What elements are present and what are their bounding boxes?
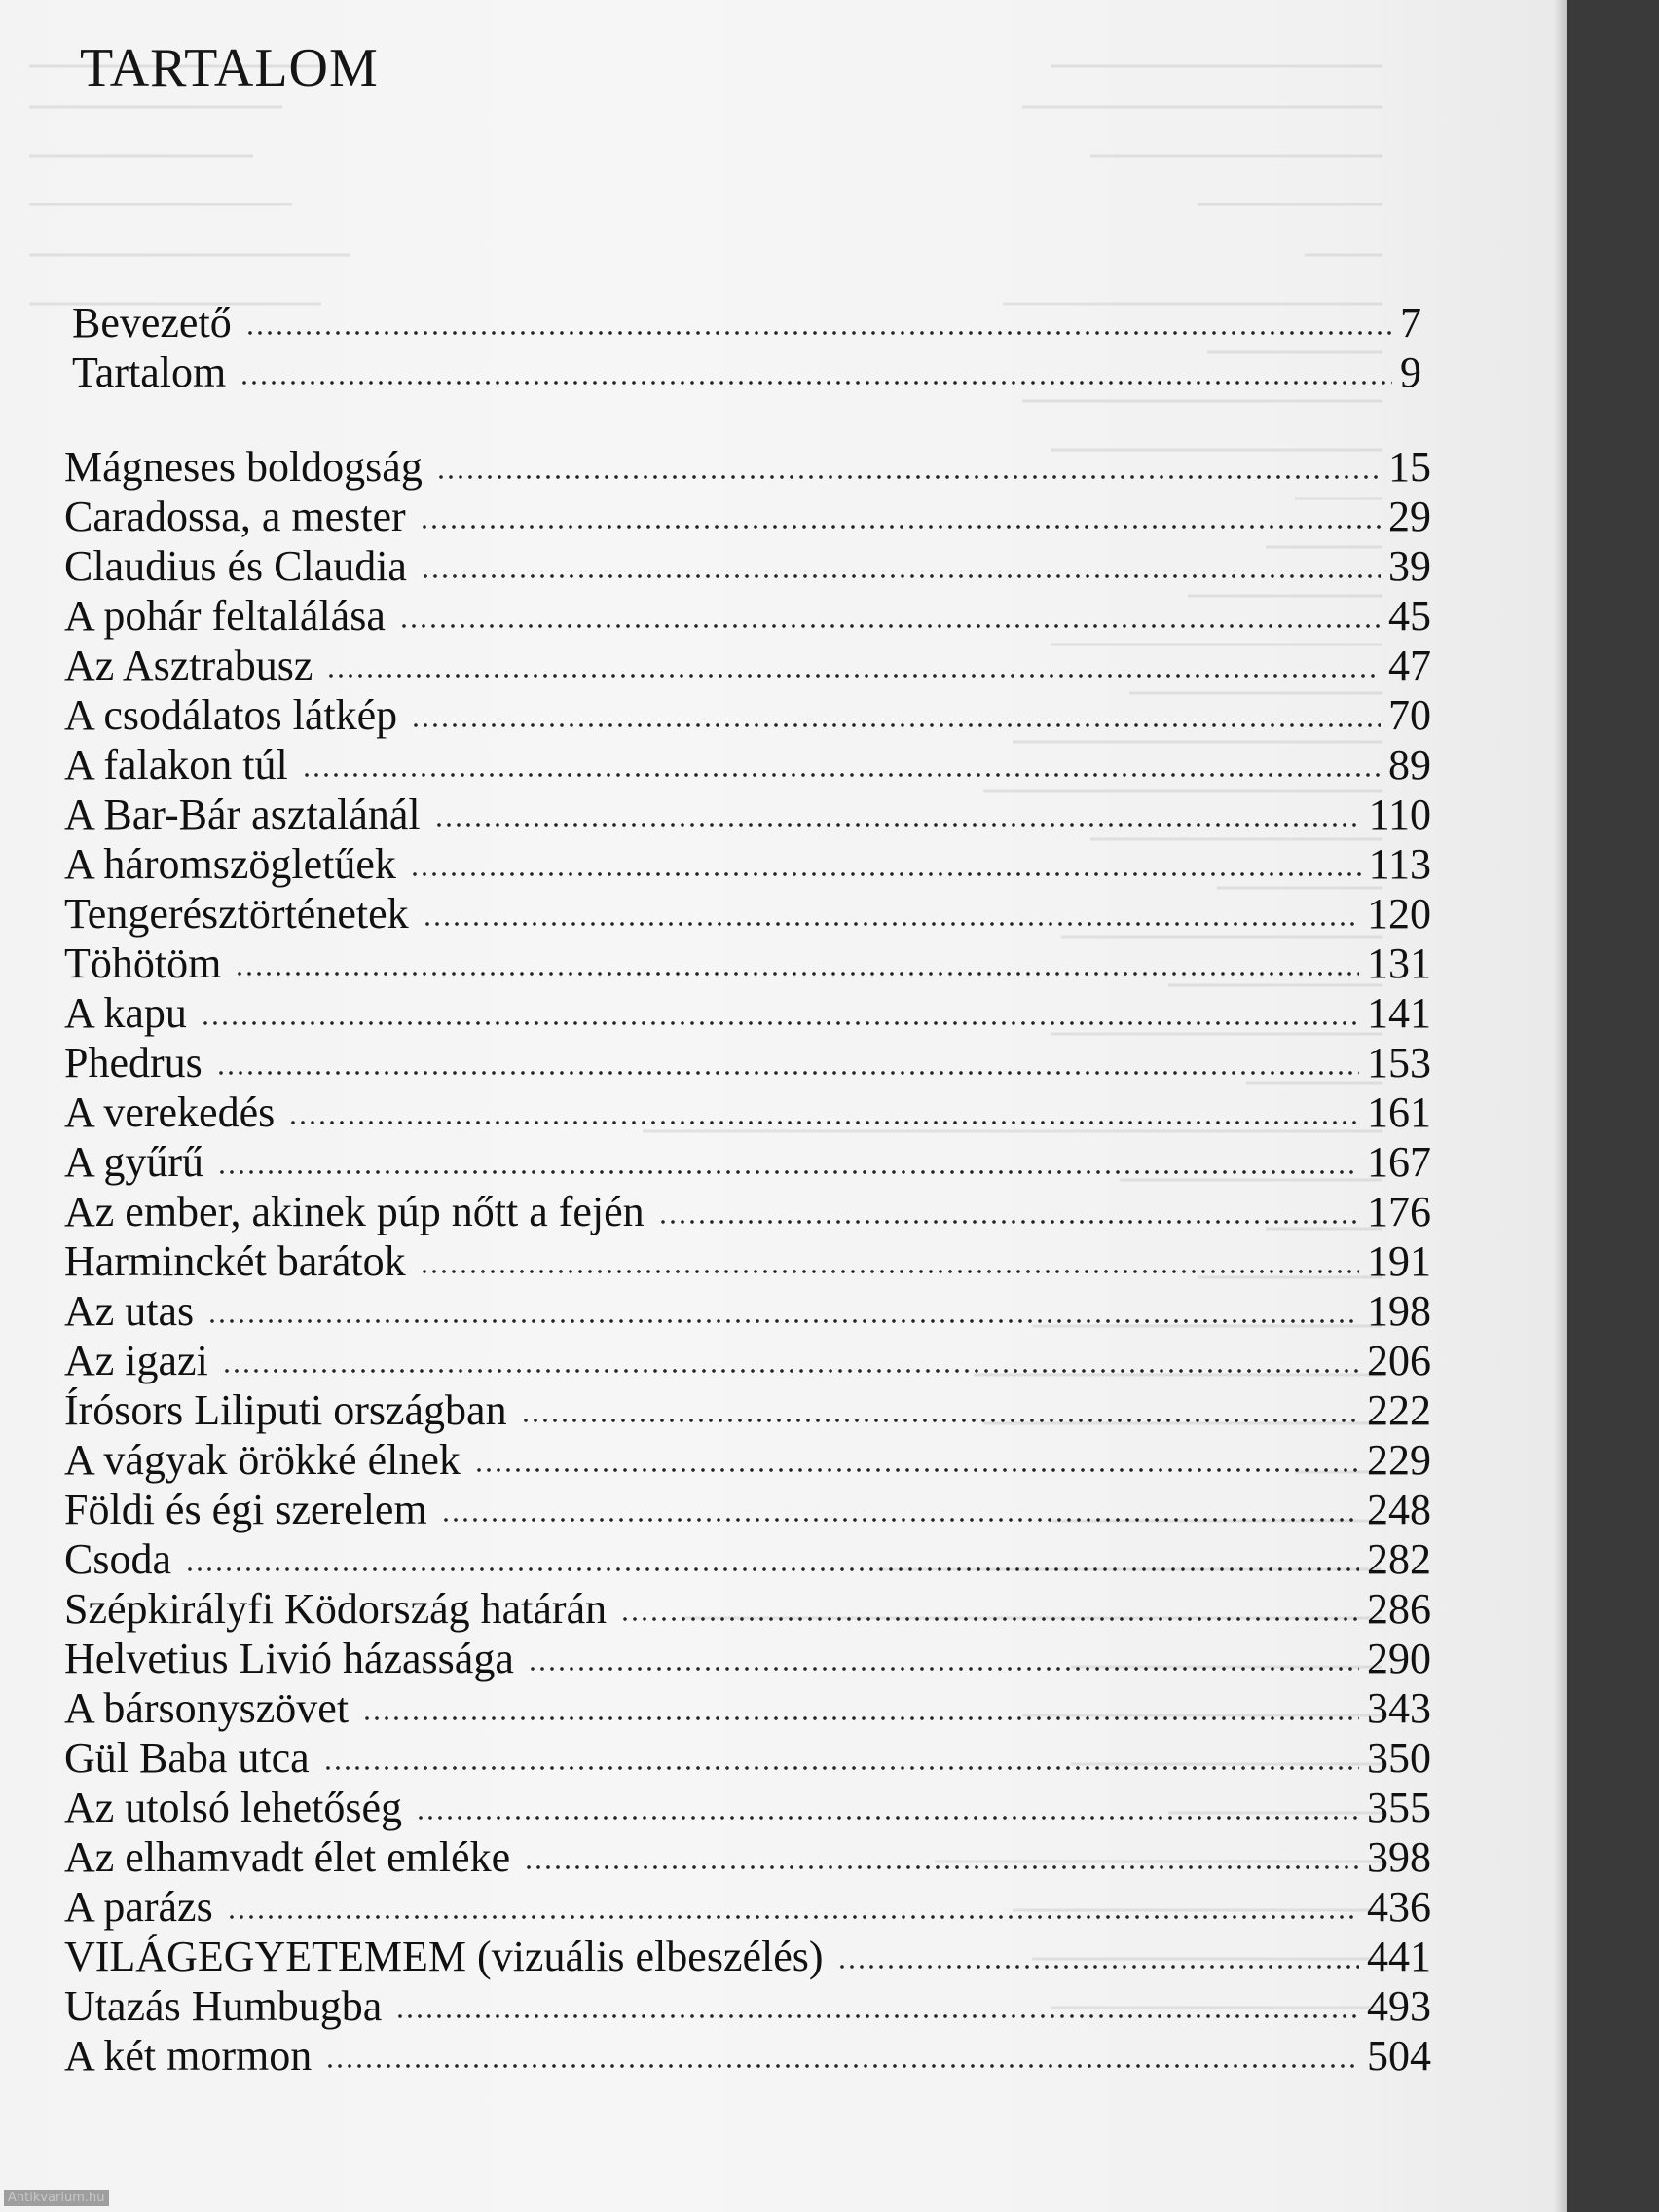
toc-entry-page: 29 <box>1388 493 1431 540</box>
toc-entry <box>64 1733 1431 1783</box>
toc-entry-title: Phedrus <box>64 1039 203 1087</box>
dot-leader <box>420 525 1381 529</box>
toc-entry <box>64 1187 1431 1236</box>
toc-entry-title: VILÁGEGYETEMEM (vizuális elbeszélés) <box>64 1933 824 1980</box>
toc-entry-title: A Bar-Bár asztalánál <box>64 791 421 838</box>
toc-entry-page: 286 <box>1367 1585 1431 1633</box>
dot-leader <box>227 1915 1359 1919</box>
dot-leader <box>302 773 1381 777</box>
dot-leader <box>288 1121 1359 1124</box>
toc-entry-title: Földi és égi szerelem <box>64 1486 427 1533</box>
toc-entry <box>64 1882 1431 1932</box>
toc-entry-title: Az utas <box>64 1287 195 1335</box>
toc-entry-page: 113 <box>1368 840 1431 888</box>
toc-entry-title: Bevezető <box>72 299 232 347</box>
toc-entry-title: A parázs <box>64 1883 213 1931</box>
toc-entry-page: 89 <box>1388 741 1431 789</box>
dot-leader <box>222 1369 1359 1373</box>
toc-entry-title: Szépkirályfi Ködország határán <box>64 1585 608 1633</box>
toc-entry <box>64 541 1431 591</box>
toc-entry <box>64 1832 1431 1882</box>
toc-entry <box>64 1932 1431 1981</box>
toc-entry <box>64 839 1431 889</box>
toc-entry-title: Harminckét barátok <box>64 1237 406 1285</box>
toc-entry-page: 248 <box>1367 1486 1431 1533</box>
toc-entry <box>64 1534 1431 1584</box>
toc-entry-title: Helvetius Livió házassága <box>64 1635 514 1682</box>
toc-entry-title: A vágyak örökké élnek <box>64 1436 461 1484</box>
dot-leader <box>524 1865 1359 1869</box>
contents-list <box>64 442 1431 2081</box>
toc-entry <box>64 790 1431 839</box>
dot-leader <box>326 674 1381 678</box>
toc-entry-page: 282 <box>1367 1535 1431 1583</box>
toc-entry-page: 206 <box>1367 1337 1431 1384</box>
dot-leader <box>185 1567 1359 1571</box>
toc-entry <box>64 1435 1431 1485</box>
toc-entry-page: 176 <box>1367 1188 1431 1235</box>
toc-entry-title: A kapu <box>64 989 187 1037</box>
toc-entry <box>64 690 1431 740</box>
dot-leader <box>420 1270 1359 1273</box>
toc-entry-page: 493 <box>1367 1982 1431 2030</box>
watermark: Antikvarium.hu <box>4 2190 109 2206</box>
toc-entry <box>64 740 1431 790</box>
toc-entry-title: Caradossa, a mester <box>64 493 406 540</box>
page-gutter-shadow <box>1554 0 1567 2212</box>
toc-entry-page: 191 <box>1367 1237 1431 1285</box>
dot-leader <box>837 1965 1359 1969</box>
toc-entry-page: 15 <box>1388 443 1431 491</box>
dot-leader <box>474 1468 1359 1472</box>
toc-entry-title: Az utolsó lehetőség <box>64 1784 403 1831</box>
toc-entry-title: Az ember, akinek púp nőtt a fején <box>64 1188 645 1235</box>
dot-leader <box>658 1220 1359 1224</box>
toc-entry <box>64 1584 1431 1634</box>
toc-entry-page: 350 <box>1367 1734 1431 1782</box>
toc-entry <box>64 1385 1431 1435</box>
toc-entry-title: A falakon túl <box>64 741 288 789</box>
toc-entry <box>64 1286 1431 1336</box>
dot-leader <box>399 624 1381 628</box>
toc-entry <box>64 1038 1431 1088</box>
toc-entry-page: 45 <box>1388 592 1431 640</box>
dot-leader <box>201 1021 1359 1025</box>
toc-entry-page: 198 <box>1367 1287 1431 1335</box>
dot-leader <box>423 922 1359 926</box>
toc-entry-title: A csodálatos látkép <box>64 691 398 739</box>
toc-entry-title: Csoda <box>64 1535 171 1583</box>
dot-leader <box>441 1518 1359 1522</box>
dot-leader <box>325 2064 1359 2068</box>
toc-entry <box>64 939 1431 988</box>
toc-entry <box>64 1088 1431 1137</box>
dot-leader <box>528 1667 1359 1671</box>
toc-entry <box>64 889 1431 939</box>
toc-entry <box>64 442 1431 492</box>
dot-leader <box>235 972 1359 976</box>
toc-entry-title: Gül Baba utca <box>64 1734 310 1782</box>
dot-leader <box>620 1617 1359 1621</box>
dot-leader <box>411 723 1381 727</box>
toc-entry-page: 153 <box>1367 1039 1431 1087</box>
toc-entry-page: 9 <box>1400 349 1421 396</box>
toc-entry-title: Claudius és Claudia <box>64 542 407 590</box>
dot-leader <box>395 2014 1359 2018</box>
toc-entry-page: 39 <box>1388 542 1431 590</box>
toc-entry <box>64 1683 1431 1733</box>
toc-entry-title: Az Asztrabusz <box>64 642 313 689</box>
dot-leader <box>416 1816 1359 1820</box>
dot-leader <box>245 331 1392 335</box>
toc-entry-page: 70 <box>1388 691 1431 739</box>
dot-leader <box>421 574 1381 578</box>
toc-entry-page: 436 <box>1367 1883 1431 1931</box>
toc-entry-title: Tartalom <box>72 349 227 396</box>
toc-entry-title: Az igazi <box>64 1337 208 1384</box>
toc-entry-page: 161 <box>1367 1088 1431 1136</box>
front-matter-list <box>72 298 1421 397</box>
toc-entry-page: 7 <box>1400 299 1421 347</box>
toc-entry-title: Mágneses boldogság <box>64 443 423 491</box>
toc-entry-title: Töhötöm <box>64 940 222 987</box>
toc-entry-page: 222 <box>1367 1386 1431 1434</box>
dot-leader <box>410 872 1361 876</box>
toc-entry-page: 504 <box>1367 2032 1431 2080</box>
toc-entry-title: Tengerésztörténetek <box>64 890 409 938</box>
toc-entry <box>64 1981 1431 2031</box>
dot-leader <box>436 475 1381 479</box>
toc-entry-title: A bársonyszövet <box>64 1684 350 1732</box>
dot-leader <box>434 823 1361 827</box>
toc-entry-page: 167 <box>1367 1138 1431 1186</box>
toc-entry-title: Írósors Liliputi országban <box>64 1386 507 1434</box>
toc-entry <box>72 298 1421 348</box>
toc-entry-page: 343 <box>1367 1684 1431 1732</box>
toc-entry-page: 131 <box>1367 940 1431 987</box>
toc-entry-page: 398 <box>1367 1833 1431 1881</box>
toc-entry-page: 441 <box>1367 1933 1431 1980</box>
toc-entry-page: 229 <box>1367 1436 1431 1484</box>
toc-entry-title: A verekedés <box>64 1088 276 1136</box>
dot-leader <box>216 1071 1359 1075</box>
toc-entry <box>64 492 1431 541</box>
toc-entry-page: 290 <box>1367 1635 1431 1682</box>
toc-entry <box>64 641 1431 690</box>
dot-leader <box>207 1319 1359 1323</box>
dot-leader <box>521 1419 1359 1422</box>
toc-entry <box>72 348 1421 397</box>
toc-entry <box>64 1634 1431 1683</box>
toc-entry-page: 110 <box>1368 791 1431 838</box>
dot-leader <box>240 381 1392 385</box>
toc-entry-page: 47 <box>1388 642 1431 689</box>
toc-entry-title: A pohár feltalálása <box>64 592 386 640</box>
dot-leader <box>362 1716 1359 1720</box>
toc-entry-page: 355 <box>1367 1784 1431 1831</box>
toc-entry <box>64 988 1431 1038</box>
toc-entry-title: Utazás Humbugba <box>64 1982 383 2030</box>
toc-entry <box>64 1137 1431 1187</box>
toc-entry-title: A két mormon <box>64 2032 313 2080</box>
page-title: TARTALOM <box>80 38 379 98</box>
toc-entry-title: A gyűrű <box>64 1138 203 1186</box>
toc-entry <box>64 591 1431 641</box>
dot-leader <box>217 1170 1359 1174</box>
toc-entry-title: Az elhamvadt élet emléke <box>64 1833 511 1881</box>
toc-entry-page: 141 <box>1367 989 1431 1037</box>
toc-entry <box>64 1336 1431 1385</box>
toc-entry <box>64 1783 1431 1832</box>
toc-entry <box>64 2031 1431 2081</box>
toc-entry <box>64 1485 1431 1534</box>
dot-leader <box>323 1766 1359 1770</box>
toc-entry-title: A háromszögletűek <box>64 840 396 888</box>
toc-entry <box>64 1236 1431 1286</box>
toc-entry-page: 120 <box>1367 890 1431 938</box>
